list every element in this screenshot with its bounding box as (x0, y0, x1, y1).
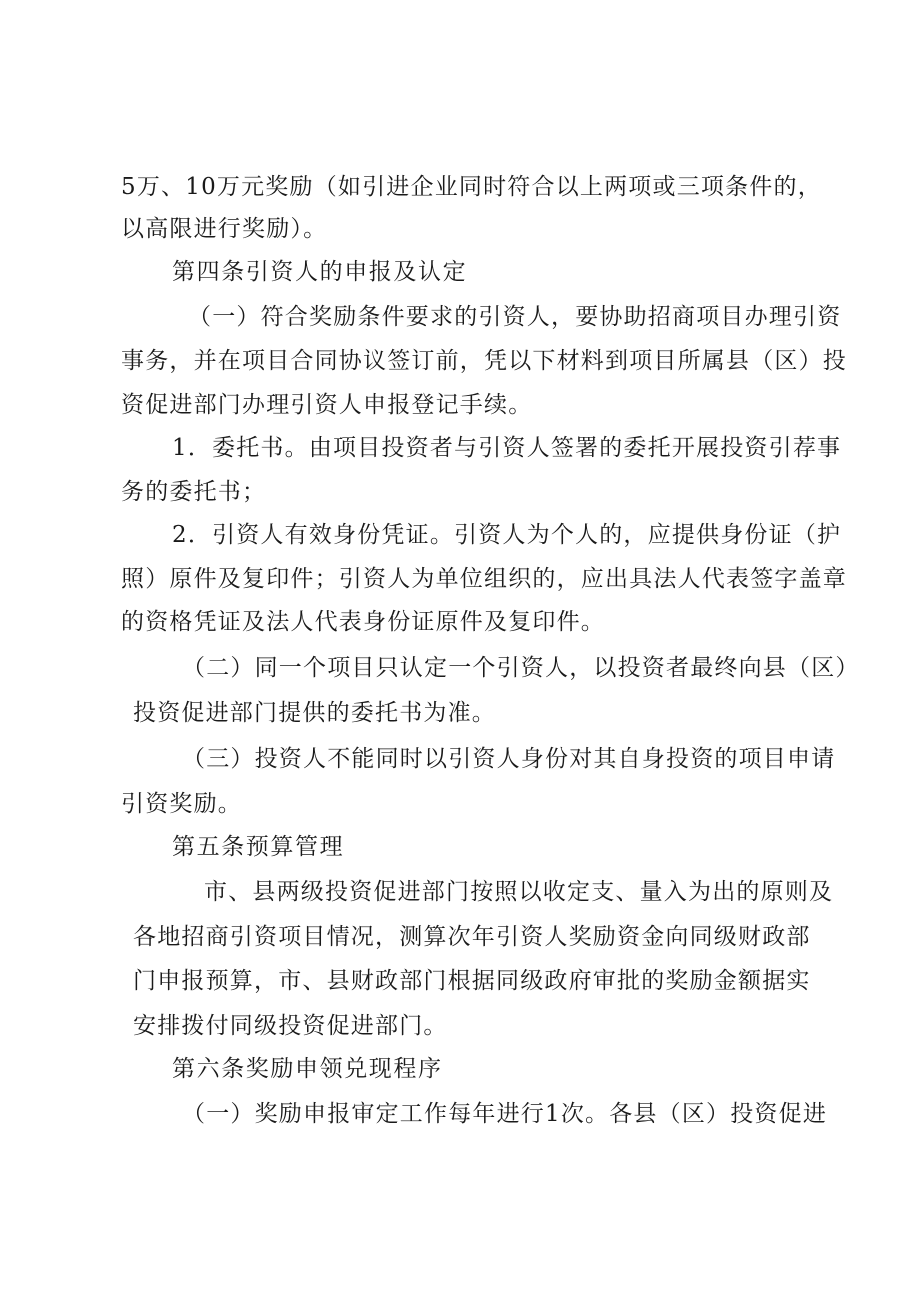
text-line: （一）奖励申报审定工作每年进行1次。各县（区）投资促进 (182, 1101, 828, 1127)
text-line: （二）同一个项目只认定一个引资人，以投资者最终向县（区） (182, 655, 860, 681)
text-line: 的资格凭证及法人代表身份证原件及复印件。 (121, 609, 605, 635)
text-line: 5万、10万元奖励（如引进企业同时符合以上两项或三项条件的， (121, 174, 822, 200)
text-line: 照）原件及复印件；引资人为单位组织的，应出具法人代表签字盖章 (121, 566, 847, 592)
text-line: （一）符合奖励条件要求的引资人，要协助招商项目办理引资 (188, 304, 842, 330)
text-line: 各地招商引资项目情况，测算次年引资人奖励资金向同级财政部 (133, 924, 811, 950)
text-line: 投资促进部门提供的委托书为准。 (133, 700, 496, 726)
text-line: 市、县两级投资促进部门按照以收定支、量入为出的原则及 (204, 879, 834, 905)
text-line: 以高限进行奖励）。 (121, 216, 328, 242)
section-heading-4: 第四条引资人的申报及认定 (172, 259, 468, 285)
text-line: 引资奖励。 (121, 791, 242, 817)
section-heading-5: 第五条预算管理 (172, 834, 345, 860)
text-line: 门申报预算，市、县财政部门根据同级政府审批的奖励金额据实 (133, 968, 811, 994)
text-line: 1．委托书。由项目投资者与引资人签署的委托开展投资引荐事 (172, 435, 842, 461)
section-heading-6: 第六条奖励申领兑现程序 (172, 1056, 443, 1082)
text-line: 事务，并在项目合同协议签订前，凭以下材料到项目所属县（区）投 (121, 348, 847, 374)
text-line: （三）投资人不能同时以引资人身份对其自身投资的项目申请 (182, 746, 836, 772)
text-line: 务的委托书； (121, 479, 267, 505)
text-line: 资促进部门办理引资人申报登记手续。 (121, 392, 533, 418)
text-line: 安排拨付同级投资促进部门。 (133, 1013, 448, 1039)
text-line: 2．引资人有效身份凭证。引资人为个人的，应提供身份证（护 (172, 522, 842, 548)
